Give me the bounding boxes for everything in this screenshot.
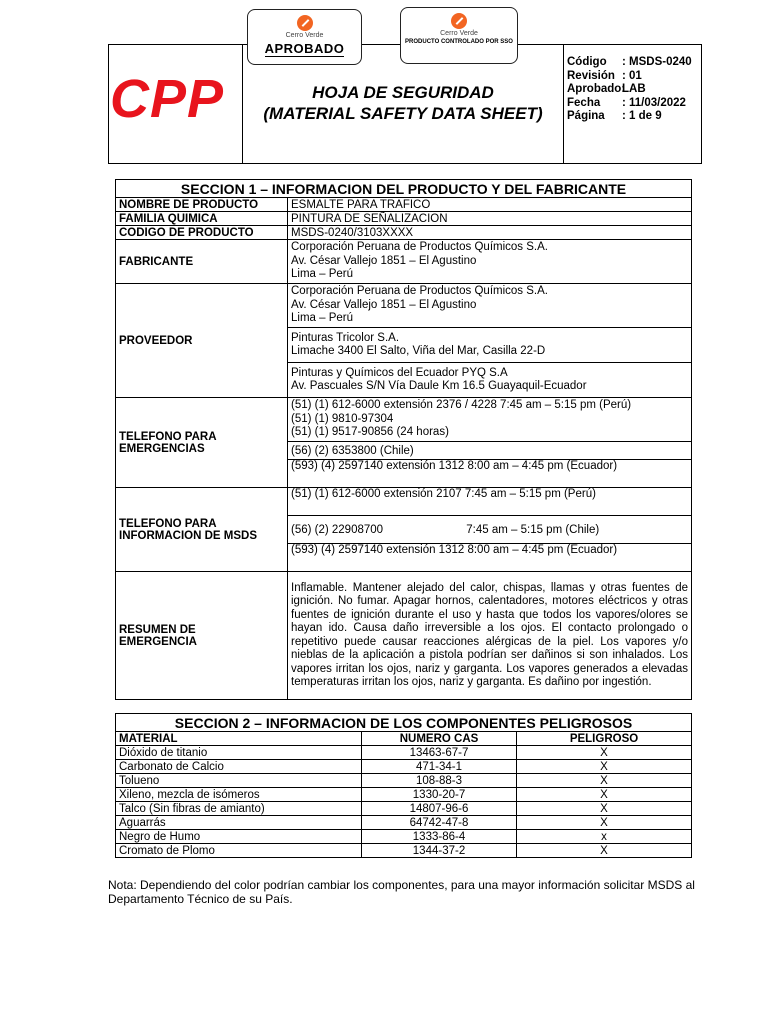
table-row bbox=[116, 788, 692, 802]
hazard-cell: X bbox=[517, 788, 692, 802]
stamp-text: PRODUCTO CONTROLADO POR SSO bbox=[405, 39, 513, 45]
phone-number: (56) (2) 22908700 bbox=[291, 523, 384, 536]
phone-line: (51) (1) 9517-90856 (24 horas) bbox=[291, 426, 449, 439]
label-line: TELEFONO PARA bbox=[119, 430, 217, 443]
address-line: Corporación Peruana de Productos Químicos S.A. bbox=[291, 285, 548, 298]
hazard-cell: X bbox=[517, 816, 692, 830]
phone-line: (51) (1) 9810-97304 bbox=[291, 412, 394, 425]
table-row bbox=[116, 830, 692, 844]
phone-line: (51) (1) 612-6000 extensión 2376 / 4228 7:45 am – 5:15 pm (Perú) bbox=[291, 399, 632, 412]
value-tel-emerg-3: (593) (4) 2597140 extensión 1312 8:00 am – 4:45 pm (Ecuador) bbox=[288, 460, 692, 488]
meta-value: : 11/03/2022 bbox=[622, 96, 686, 109]
address-line: Lima – Perú bbox=[291, 268, 354, 281]
document-title bbox=[244, 82, 562, 124]
header-divider bbox=[242, 44, 243, 164]
table-row bbox=[116, 802, 692, 816]
cas-cell: 108-88-3 bbox=[362, 774, 517, 788]
material-cell: Talco (Sin fibras de amianto) bbox=[116, 802, 362, 816]
value-proveedor-2 bbox=[288, 328, 692, 363]
table-row bbox=[116, 774, 692, 788]
value-familia: PINTURA DE SEÑALIZACION bbox=[288, 212, 692, 226]
value-nombre: ESMALTE PARA TRAFICO bbox=[288, 198, 692, 212]
meta-key: Aprobado: bbox=[567, 83, 626, 95]
label-nombre: NOMBRE DE PRODUCTO bbox=[116, 198, 288, 212]
title-line-1: HOJA DE SEGURIDAD bbox=[312, 83, 494, 102]
material-cell: Cromato de Plomo bbox=[116, 844, 362, 858]
meta-key: Fecha bbox=[567, 96, 601, 109]
value-proveedor-1 bbox=[288, 284, 692, 328]
meta-value: LAB bbox=[622, 83, 646, 95]
header-peligroso: PELIGROSO bbox=[517, 732, 692, 746]
value-fabricante bbox=[288, 240, 692, 284]
cerro-verde-icon bbox=[451, 13, 467, 29]
value-tel-emerg-2: (56) (2) 6353800 (Chile) bbox=[288, 442, 692, 460]
label-tel-info bbox=[116, 488, 288, 572]
controlled-stamp bbox=[400, 7, 518, 64]
table-row bbox=[116, 746, 692, 760]
hazard-cell: X bbox=[517, 746, 692, 760]
hazard-cell: X bbox=[517, 760, 692, 774]
document-meta bbox=[567, 56, 692, 124]
cas-cell: 1333-86-4 bbox=[362, 830, 517, 844]
title-line-2: (MATERIAL SAFETY DATA SHEET) bbox=[263, 104, 543, 123]
material-cell: Xileno, mezcla de isómeros bbox=[116, 788, 362, 802]
hazard-cell: X bbox=[517, 844, 692, 858]
stamp-brand: Cerro Verde bbox=[440, 30, 478, 37]
meta-value: : 1 de 9 bbox=[622, 110, 662, 122]
label-familia: FAMILIA QUIMICA bbox=[116, 212, 288, 226]
label-line: TELEFONO PARA bbox=[119, 517, 217, 530]
label-line: EMERGENCIAS bbox=[119, 442, 205, 455]
value-codigo: MSDS-0240/3103XXXX bbox=[288, 226, 692, 240]
stamp-text: APROBADO bbox=[264, 41, 345, 56]
address-line: Av. César Vallejo 1851 – El Agustino bbox=[291, 298, 477, 311]
material-cell: Carbonato de Calcio bbox=[116, 760, 362, 774]
meta-value: : 01 bbox=[622, 69, 642, 82]
table-row bbox=[116, 816, 692, 830]
label-codigo: CODIGO DE PRODUCTO bbox=[116, 226, 288, 240]
cas-cell: 13463-67-7 bbox=[362, 746, 517, 760]
cas-cell: 1330-20-7 bbox=[362, 788, 517, 802]
material-cell: Aguarrás bbox=[116, 816, 362, 830]
hazard-cell: X bbox=[517, 802, 692, 816]
table-row bbox=[116, 844, 692, 858]
label-fabricante: FABRICANTE bbox=[116, 240, 288, 284]
label-proveedor: PROVEEDOR bbox=[116, 284, 288, 398]
section-1-title: SECCION 1 – INFORMACION DEL PRODUCTO Y DEL FABRICANTE bbox=[116, 180, 692, 198]
meta-key: Página bbox=[567, 110, 605, 122]
value-resumen: Inflamable. Mantener alejado del calor, chispas, llamas y otras fuentes de ignición. No fumar. Apagar hornos, calentadores, motores eléctricos y otras fuentes de ignición durante el uso y hasta que todos los vapores/olores se hayan ido. Causa daño irreversible a los ojos. El contacto prolongado o repetitivo puede causar reacciones alérgicas de la piel. Los vapores y/o nieblas de la aplicación a pistola podrían ser dañinos si son inhalados. Los vapores irritan los ojos, nariz y garganta. Los vapores generados a elevadas temperaturas irritan los ojos, nariz y garganta. Es dañino por ingestión. bbox=[288, 572, 692, 700]
address-line: Pinturas Tricolor S.A. bbox=[291, 331, 400, 344]
hazard-cell: x bbox=[517, 830, 692, 844]
address-line: Av. César Vallejo 1851 – El Agustino bbox=[291, 254, 477, 267]
label-tel-emergencias bbox=[116, 398, 288, 488]
phone-hours: 7:45 am – 5:15 pm (Chile) bbox=[466, 523, 600, 536]
section-2-title: SECCION 2 – INFORMACION DE LOS COMPONENTES PELIGROSOS bbox=[116, 714, 692, 732]
label-line: INFORMACION DE MSDS bbox=[119, 529, 257, 542]
footnote: Nota: Dependiendo del color podrían cambiar los componentes, para una mayor información solicitar MSDS al Departamento Técnico de su País. bbox=[108, 878, 695, 906]
address-line: Limache 3400 El Salto, Viña del Mar, Casilla 22-D bbox=[291, 345, 546, 357]
label-line: RESUMEN DE bbox=[119, 623, 196, 636]
hazard-cell: X bbox=[517, 774, 692, 788]
stamp-brand: Cerro Verde bbox=[285, 32, 324, 39]
cas-cell: 64742-47-8 bbox=[362, 816, 517, 830]
material-cell: Negro de Humo bbox=[116, 830, 362, 844]
address-line: Corporación Peruana de Productos Químicos S.A. bbox=[291, 241, 548, 254]
material-cell: Dióxido de titanio bbox=[116, 746, 362, 760]
label-line: EMERGENCIA bbox=[119, 635, 197, 648]
label-resumen bbox=[116, 572, 288, 700]
cerro-verde-icon bbox=[297, 15, 313, 31]
address-line: Lima – Perú bbox=[291, 312, 354, 325]
cas-cell: 14807-96-6 bbox=[362, 802, 517, 816]
header-cas: NUMERO CAS bbox=[362, 732, 517, 746]
address-line: Pinturas y Químicos del Ecuador PYQ S.A bbox=[291, 366, 508, 379]
meta-key: Revisión bbox=[567, 69, 615, 82]
value-tel-info-3: (593) (4) 2597140 extensión 1312 8:00 am – 4:45 pm (Ecuador) bbox=[288, 544, 692, 572]
table-row bbox=[116, 760, 692, 774]
section-2-table bbox=[115, 713, 692, 858]
value-tel-info-1: (51) (1) 612-6000 extensión 2107 7:45 am – 5:15 pm (Perú) bbox=[288, 488, 692, 516]
approved-stamp bbox=[247, 9, 362, 65]
material-cell: Tolueno bbox=[116, 774, 362, 788]
meta-value: : MSDS-0240 bbox=[622, 56, 692, 68]
address-line: Av. Pascuales S/N Vía Daule Km 16.5 Guayaquil-Ecuador bbox=[291, 380, 587, 392]
meta-key: Código bbox=[567, 56, 607, 68]
cpp-logo: CPP bbox=[110, 69, 225, 129]
header-material: MATERIAL bbox=[116, 732, 362, 746]
cas-cell: 471-34-1 bbox=[362, 760, 517, 774]
value-tel-info-2 bbox=[288, 516, 692, 544]
value-proveedor-3 bbox=[288, 363, 692, 398]
section-1-table bbox=[115, 179, 692, 700]
cas-cell: 1344-37-2 bbox=[362, 844, 517, 858]
value-tel-emerg-1 bbox=[288, 398, 692, 442]
header-divider bbox=[563, 44, 564, 164]
